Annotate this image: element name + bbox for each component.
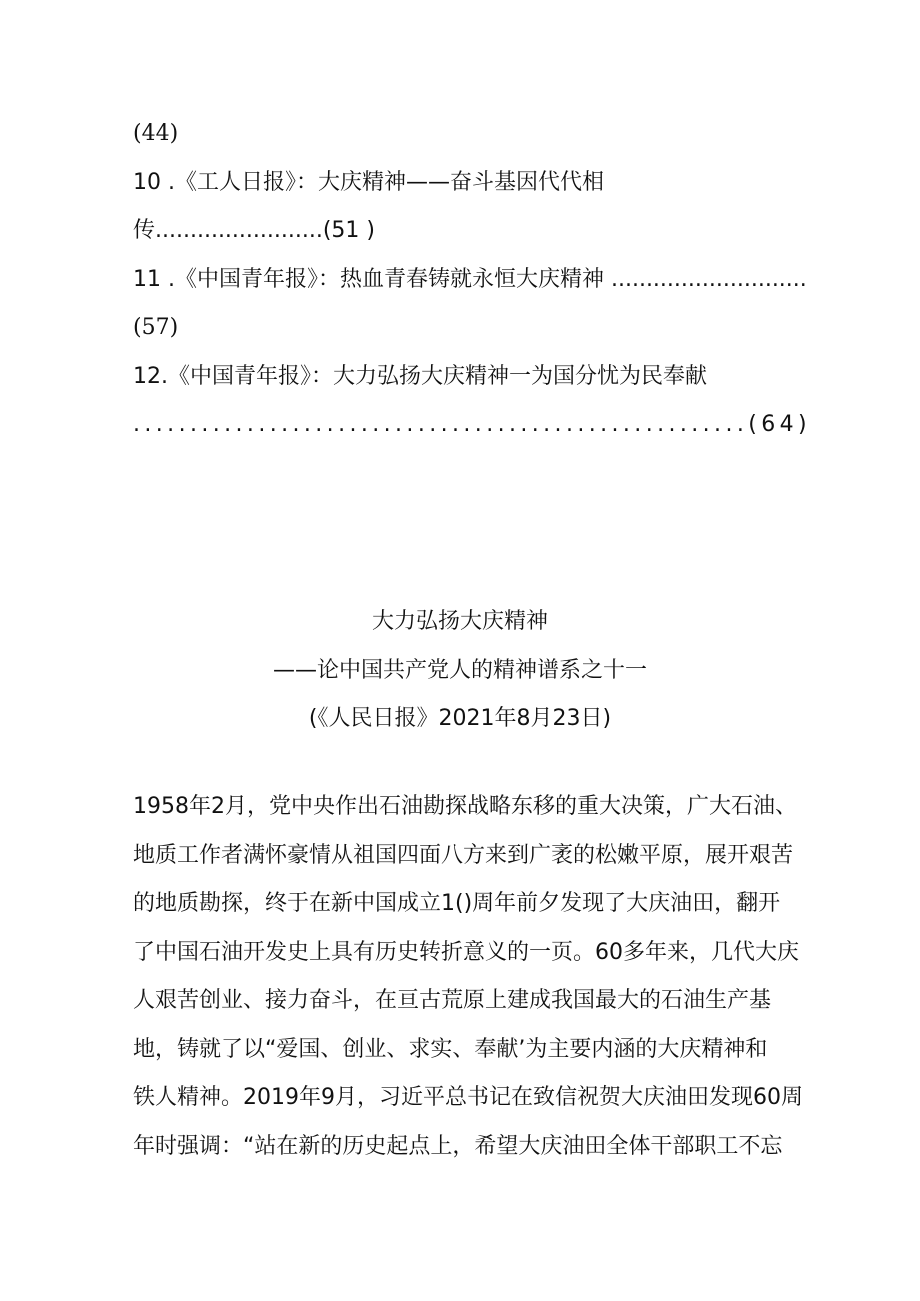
article-title: 大力弘扬大庆精神 bbox=[371, 609, 548, 634]
toc-entry-12-leader: ......................................................(64) bbox=[133, 412, 811, 437]
body-line: 年时强调：“站在新的历史起点上，希望大庆油田全体干部职工不忘 bbox=[133, 1133, 783, 1159]
body-line: 的地质勘探，终于在新中国成立1()周年前夕发现了大庆油田，翻开 bbox=[133, 891, 781, 916]
article-body bbox=[133, 783, 803, 1171]
toc-entry-10: 10 .《工人日报》：大庆精神——奋斗基因代代相 bbox=[133, 169, 604, 195]
body-line: 1958年2月，党中央作出石油勘探战略东移的重大决策，广大石油、 bbox=[133, 794, 797, 819]
article-heading bbox=[0, 598, 920, 744]
article-subtitle: ——论中国共产党人的精神谱系之十一 bbox=[272, 657, 647, 683]
toc-page-ref: (44) bbox=[133, 121, 179, 146]
article-source: (《人民日报》2021年8月23日) bbox=[308, 706, 612, 731]
body-line: 地质工作者满怀豪情从祖国四面八方来到广袤的松嫩平原，展开艰苦 bbox=[133, 842, 794, 868]
toc-page-ref: (57) bbox=[133, 315, 179, 340]
toc-entry-10-continued: 传........................(51 ) bbox=[133, 218, 375, 243]
body-line: 了中国石油开发史上具有历史转折意义的一页。60多年来，几代大庆 bbox=[133, 939, 799, 965]
body-line: 地，铸就了以“爱国、创业、求实、奉献’为主要内涵的大庆精神和 bbox=[133, 1036, 768, 1062]
body-line: 铁人精神。2019年9月，习近平总书记在致信祝贺大庆油田发现60周 bbox=[133, 1085, 803, 1110]
table-of-contents bbox=[133, 110, 811, 450]
body-line: 人艰苦创业、接力奋斗，在亘古荒原上建成我国最大的石油生产基 bbox=[133, 988, 772, 1013]
toc-entry-11: 11 .《中国青年报》：热血青春铸就永恒大庆精神 ............................ bbox=[133, 266, 807, 292]
toc-entry-12: 12.《中国青年报》：大力弘扬大庆精神一为国分忧为民奉献 bbox=[133, 363, 707, 389]
